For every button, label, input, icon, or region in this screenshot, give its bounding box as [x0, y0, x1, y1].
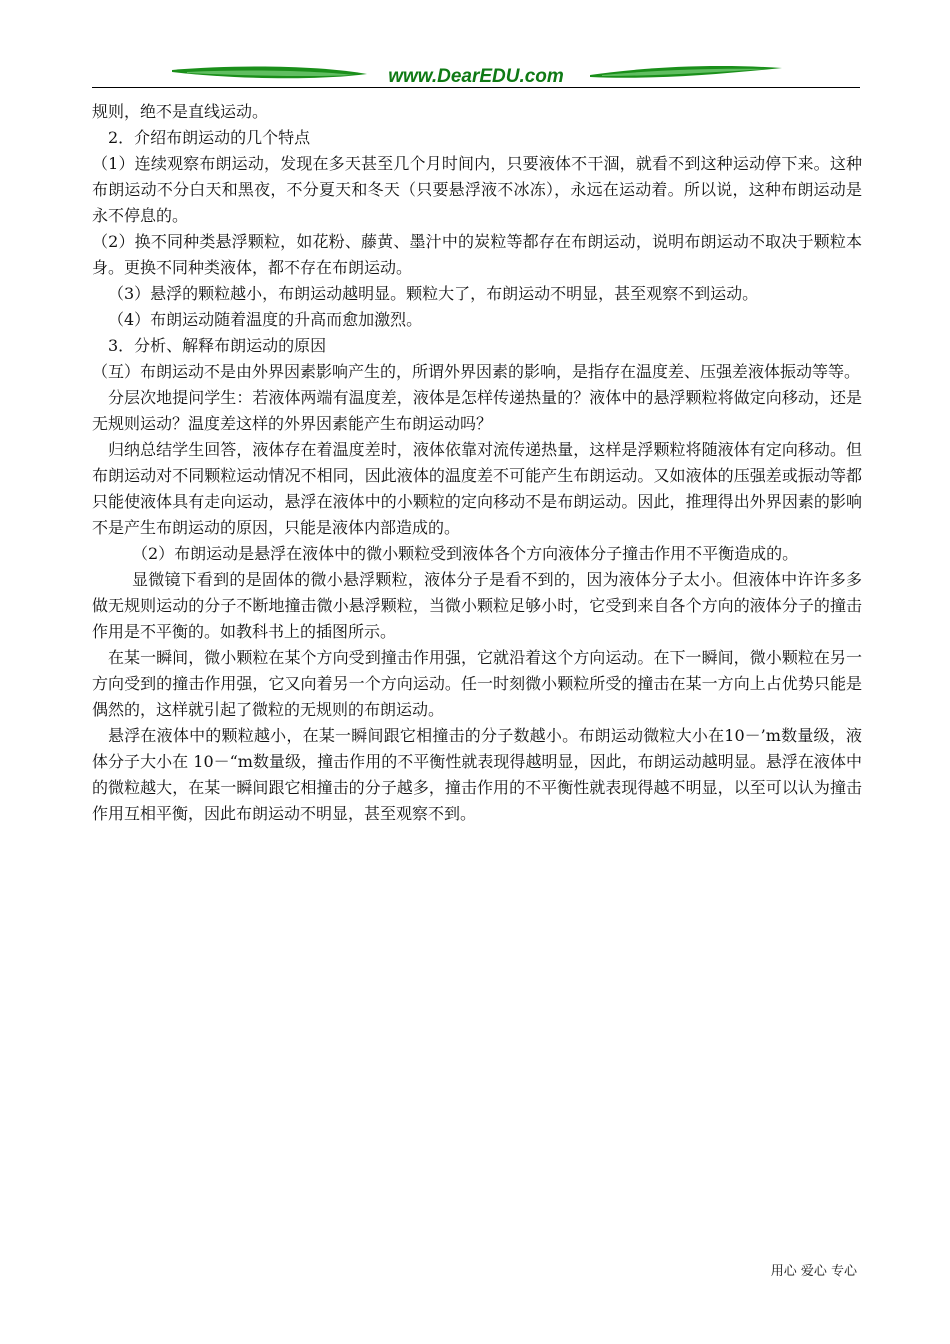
paragraph: 显微镜下看到的是固体的微小悬浮颗粒，液体分子是看不到的，因为液体分子太小。但液体中许许多多做无规则运动的分子不断地撞击微小悬浮颗粒，当微小颗粒足够小时，它受到来自各个方向的液体分子的撞击作用是不平衡的。如教科书上的插图所示。 [92, 570, 862, 641]
paragraph: （互）布朗运动不是由外界因素影响产生的，所谓外界因素的影响，是指存在温度差、压强差液体振动等等。 [92, 362, 861, 381]
paragraph: （2）布朗运动是悬浮在液体中的微小颗粒受到液体各个方向液体分子撞击作用不平衡造成的。 [132, 544, 799, 563]
footer-motto: 用心 爱心 专心 [770, 1264, 857, 1279]
paragraph: （2）换不同种类悬浮颗粒，如花粉、藤黄、墨汁中的炭粒等都存在布朗运动，说明布朗运动不取决于颗粒本身。更换不同种类液体，都不存在布朗运动。 [92, 232, 862, 277]
site-url-text: www.DearEDU.com [388, 66, 564, 87]
paragraph: 归纳总结学生回答，液体存在着温度差时，液体依靠对流传递热量，这样是浮颗粒将随液体有定向移动。但布朗运动对不同颗粒运动情况不相同，因此液体的温度差不可能产生布朗运动。又如液体的压强差或振动等都只能使液体具有走向运动，悬浮在液体中的小颗粒的定向移动不是布朗运动。因此，推理得出外界因素的影响不是产生布朗运动的原因，只能是液体内部造成的。 [92, 440, 862, 537]
section-heading: 3．分析、解释布朗运动的原因 [108, 336, 327, 355]
header-divider [92, 87, 860, 88]
paragraph: 规则，绝不是直线运动。 [92, 102, 269, 121]
section-heading: 2．介绍布朗运动的几个特点 [108, 128, 311, 147]
paragraph: （3）悬浮的颗粒越小，布朗运动越明显。颗粒大了，布朗运动不明显，甚至观察不到运动。 [108, 284, 759, 303]
paragraph: （4）布朗运动随着温度的升高而愈加激烈。 [108, 310, 423, 329]
document-body [92, 99, 862, 827]
paragraph: 在某一瞬间，微小颗粒在某个方向受到撞击作用强，它就沿着这个方向运动。在下一瞬间，微小颗粒在另一方向受到的撞击作用强，它又向着另一个方向运动。任一时刻微小颗粒所受的撞击在某一方向上占优势只能是偶然的，这样就引起了微粒的无规则的布朗运动。 [92, 648, 862, 719]
paragraph: （1）连续观察布朗运动，发现在多天甚至几个月时间内，只要液体不干涸，就看不到这种运动停下来。这种布朗运动不分白天和黑夜，不分夏天和冬天（只要悬浮液不冰冻），永远在运动着。所以说，这种布朗运动是永不停息的。 [92, 154, 862, 225]
header-swoosh-graphic [92, 60, 860, 90]
paragraph: 悬浮在液体中的颗粒越小，在某一瞬间跟它相撞击的分子数越小。布朗运动微粒大小在10－’m数量级，液体分子大小在 10－“m数量级，撞击作用的不平衡性就表现得越明显，因此，布朗运动越明显。悬浮在液体中的微粒越大，在某一瞬间跟它相撞击的分子越多，撞击作用的不平衡性就表现得越不明显，以至可以认为撞击作用互相平衡，因此布朗运动不明显，甚至观察不到。 [92, 726, 862, 823]
paragraph: 分层次地提问学生：若液体两端有温度差，液体是怎样传递热量的？液体中的悬浮颗粒将做定向移动，还是无规则运动？温度差这样的外界因素能产生布朗运动吗？ [92, 388, 862, 433]
site-header-banner [92, 60, 860, 90]
